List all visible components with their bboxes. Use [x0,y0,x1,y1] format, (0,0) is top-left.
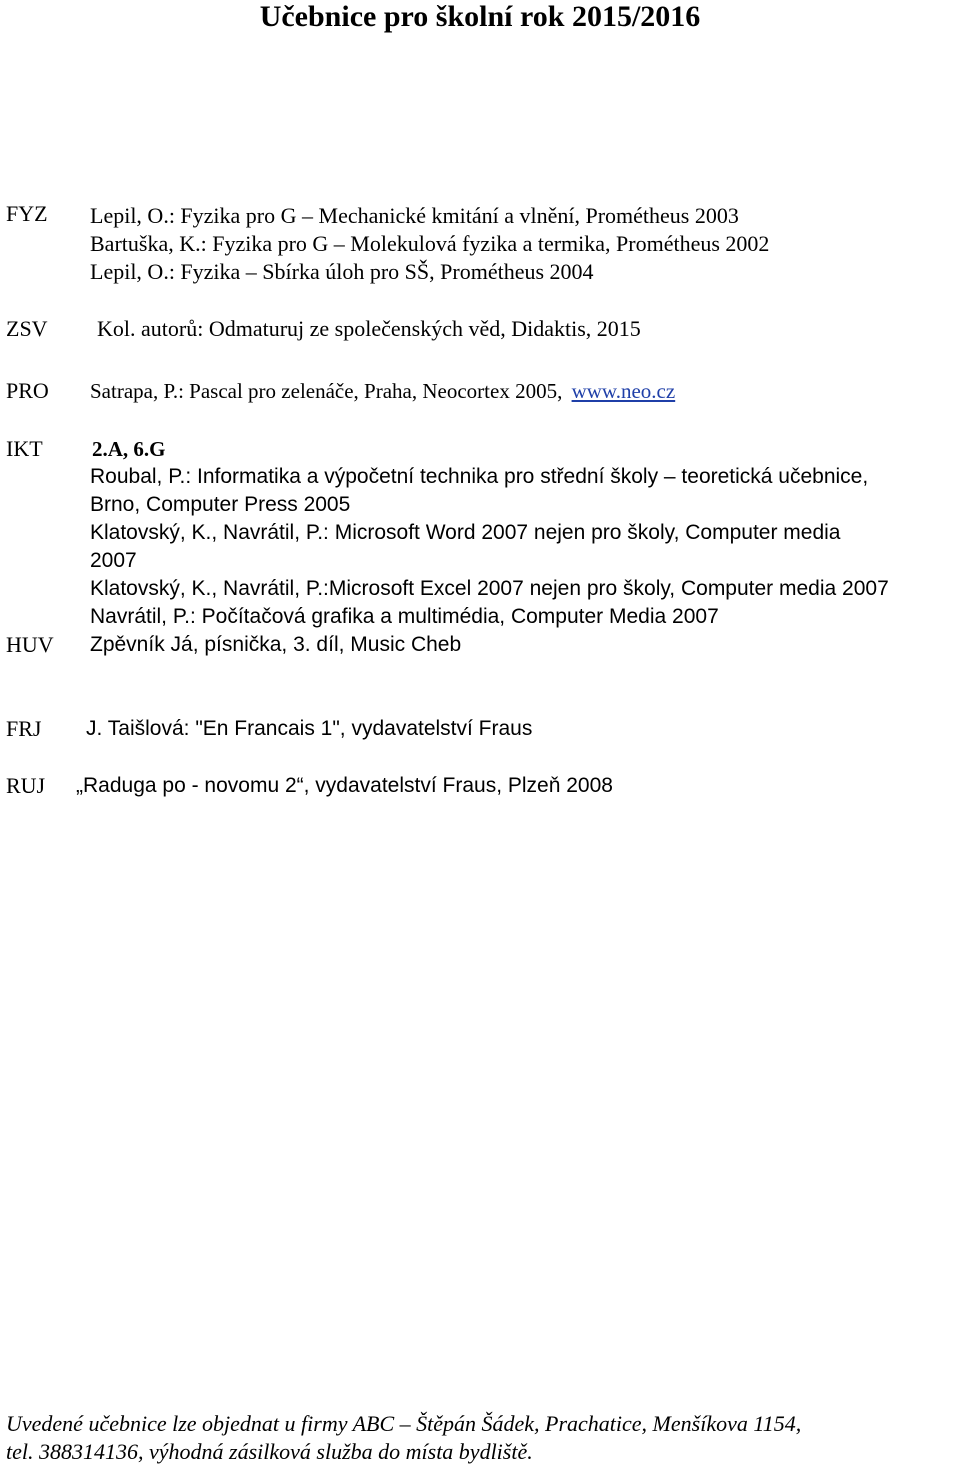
ikt-book-1: Roubal, P.: Informatika a výpočetní technika pro střední školy – teoretická učebnice, [90,465,869,488]
fyz-book-2: Bartuška, K.: Fyzika pro G – Molekulová fyzika a termika, Prométheus 2002 [90,231,770,256]
subject-code-pro: PRO [6,378,49,403]
frj-book-1: J. Taišlová: "En Francais 1", vydavatelství Fraus [86,717,533,740]
footer-order-info: Uvedené učebnice lze objednat u firmy ABC – Štěpán Šádek, Prachatice, Menšíkova 1154, [6,1411,802,1436]
footer-contact-info: tel. 388314136, výhodná zásilková služba do místa bydliště. [6,1439,533,1464]
ikt-book-1-cont: Brno, Computer Press 2005 [90,493,351,516]
subject-code-fyz: FYZ [6,201,48,226]
huv-book-1: Zpěvník Já, písnička, 3. díl, Music Cheb [90,633,462,656]
page-title: Učebnice pro školní rok 2015/2016 [259,0,701,33]
ikt-book-2: Klatovský, K., Navrátil, P.: Microsoft Word 2007 nejen pro školy, Computer media [90,521,841,544]
fyz-book-1: Lepil, O.: Fyzika pro G – Mechanické kmitání a vlnění, Prométheus 2003 [90,203,739,228]
pro-book-1 [90,381,675,402]
zsv-book-1: Kol. autorů: Odmaturuj ze společenských věd, Didaktis, 2015 [97,316,641,341]
subject-code-zsv: ZSV [6,316,48,341]
subject-code-huv: HUV [6,632,54,657]
ikt-book-3: Klatovský, K., Navrátil, P.:Microsoft Excel 2007 nejen pro školy, Computer media 2007 [90,577,889,600]
neo-link[interactable]: www.neo.cz [571,379,676,403]
ikt-book-4: Navrátil, P.: Počítačová grafika a multimédia, Computer Media 2007 [90,605,719,628]
subject-code-ikt: IKT [6,436,43,461]
ikt-classes: 2.A, 6.G [92,437,166,461]
fyz-book-3: Lepil, O.: Fyzika – Sbírka úloh pro SŠ, Prométheus 2004 [90,259,594,284]
subject-code-frj: FRJ [6,716,42,741]
pro-book-text: Satrapa, P.: Pascal pro zelenáče, Praha, Neocortex 2005, [90,379,563,403]
subject-code-ruj: RUJ [6,773,46,798]
ruj-book-1: „Raduga po - novomu 2“, vydavatelství Fraus, Plzeň 2008 [76,774,613,797]
ikt-book-2-cont: 2007 [90,549,137,572]
